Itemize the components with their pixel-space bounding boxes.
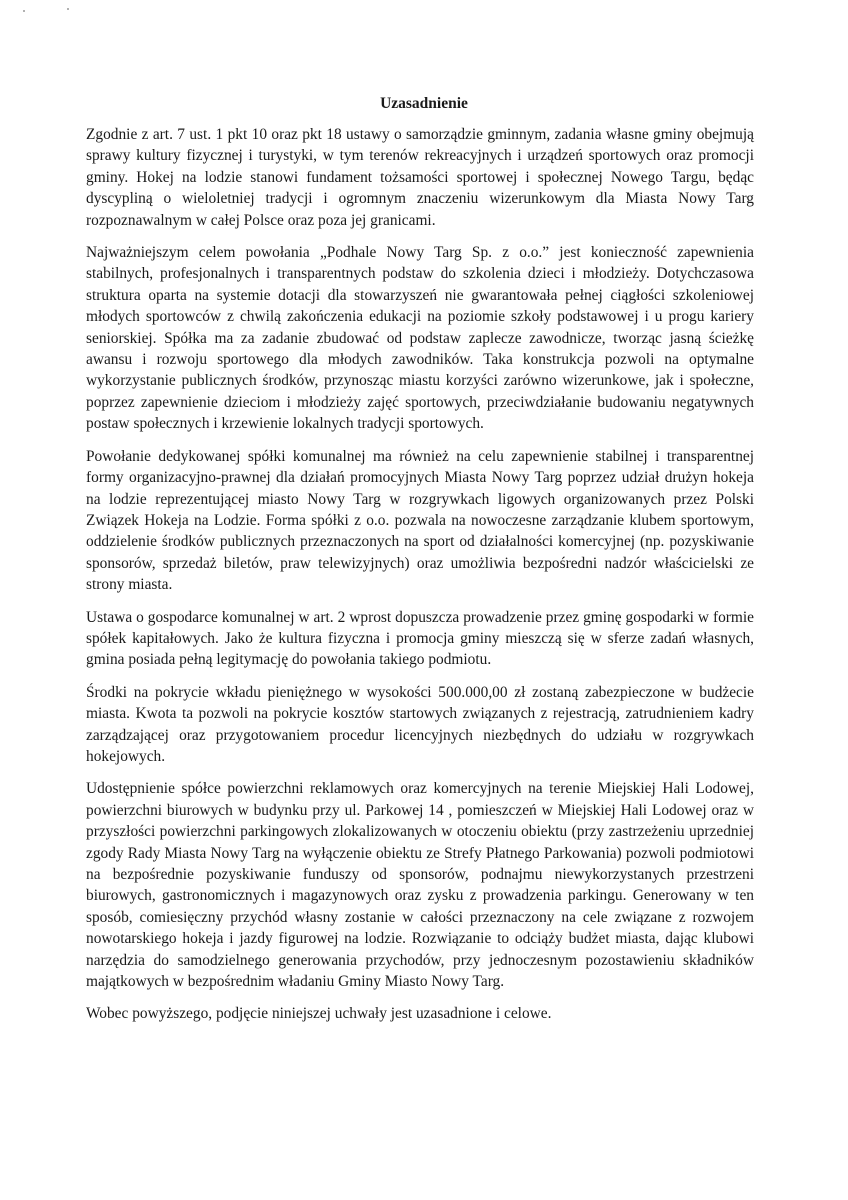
- closing-paragraph: Wobec powyższego, podjęcie niniejszej uchwały jest uzasadnione i celowe.: [86, 1005, 552, 1023]
- paragraph: Powołanie dedykowanej spółki komunalnej ma również na celu zapewnienie stabilnej i transparentnej formy organizacyjno-prawnej dla działań promocyjnych Miasta Nowy Targ poprzez udział drużyn hokeja na lodzie reprezentującej miasto Nowy Targ w rozgrywkach ligowych organizowanych przez Polski Związek Hokeja na Lodzie. Forma spółki z o.o. pozwala na nowoczesne zarządzanie klubem sportowym, oddzielenie środków publicznych przeznaczonych na sport od działalności komercyjnej (np. pozyskiwanie sponsorów, sprzedaż biletów, praw telewizyjnych) oraz umożliwia bezpośredni nadzór właścicielski ze strony miasta.: [86, 447, 754, 594]
- document-body: [86, 124, 754, 1036]
- paragraph: Ustawa o gospodarce komunalnej w art. 2 wprost dopuszcza prowadzenie przez gminę gospodarki w formie spółek kapitałowych. Jako że kultura fizyczna i promocja gminy mieszczą się w sferze zadań własnych, gmina posiada pełną legitymację do powołania takiego podmiotu.: [86, 608, 754, 669]
- paragraph: Środki na pokrycie wkładu pieniężnego w wysokości 500.000,00 zł zostaną zabezpieczone w budżecie miasta. Kwota ta pozwoli na pokrycie kosztów startowych związanych z rejestracją, zatrudnieniem kadry zarządzającej oraz przygotowaniem procedur licencyjnych niezbędnych do udziału w rozgrywkach hokejowych.: [86, 683, 754, 765]
- scan-speck: [23, 10, 25, 12]
- paragraph: Udostępnienie spółce powierzchni reklamowych oraz komercyjnych na terenie Miejskiej Hali Lodowej, powierzchni biurowych w budynku przy ul. Parkowej 14 , pomieszczeń w Miejskiej Hali Lodowej oraz w przyszłości powierzchni parkingowych zlokalizowanych w otoczeniu obiektu (przy zastrzeżeniu uprzedniej zgody Rady Miasta Nowy Targ na wyłączenie obiektu ze Strefy Płatnego Parkowania) pozwoli podmiotowi na bezpośrednie pozyskiwanie funduszy od sponsorów, podnajmu niewykorzystanych przestrzeni biurowych, gastronomicznych i magazynowych oraz zysku z prowadzenia parkingu. Generowany w ten sposób, comiesięczny przychód własny zostanie w całości przeznaczony na cele związane z rozwojem nowotarskiego hokeja i jazdy figurowej na lodzie. Rozwiązanie to odciąży budżet miasta, dając klubowi narzędzia do samodzielnego generowania przychodów, przy jednoczesnym pozostawieniu składników majątkowych w bezpośrednim władaniu Gminy Miasto Nowy Targ.: [86, 780, 754, 991]
- paragraph: Najważniejszym celem powołania „Podhale Nowy Targ Sp. z o.o.” jest konieczność zapewnienia stabilnych, profesjonalnych i transparentnych podstaw do szkolenia dzieci i młodzieży. Dotychczasowa struktura oparta na systemie dotacji dla stowarzyszeń nie gwarantowała pełnej ciągłości szkoleniowej młodych sportowców z chwilą zakończenia edukacji na poziomie szkoły podstawowej i u progu kariery seniorskiej. Spółka ma za zadanie zbudować od podstaw zaplecze zawodnicze, tworząc jasną ścieżkę awansu i rozwoju sportowego dla młodych zawodników. Taka konstrukcja pozwoli na optymalne wykorzystanie publicznych środków, przynosząc miastu korzyści zarówno wizerunkowe, jak i społeczne, poprzez zapewnienie dzieciom i młodzieży zajęć sportowych, przeciwdziałanie budowaniu negatywnych postaw społecznych i krzewienie lokalnych tradycji sportowych.: [86, 244, 754, 433]
- paragraph: Zgodnie z art. 7 ust. 1 pkt 10 oraz pkt 18 ustawy o samorządzie gminnym, zadania własne gminy obejmują sprawy kultury fizycznej i turystyki, w tym terenów rekreacyjnych i urządzeń sportowych oraz promocji gminy. Hokej na lodzie stanowi fundament tożsamości sportowej i społecznej Nowego Targu, będąc dyscypliną o wieloletniej tradycji i ogromnym znaczeniu wizerunkowym dla Miasta Nowy Targ rozpoznawalnym w całej Polsce oraz poza jej granicami.: [86, 126, 754, 229]
- scan-speck: [67, 8, 69, 10]
- document-title: Uzasadnienie: [380, 95, 468, 112]
